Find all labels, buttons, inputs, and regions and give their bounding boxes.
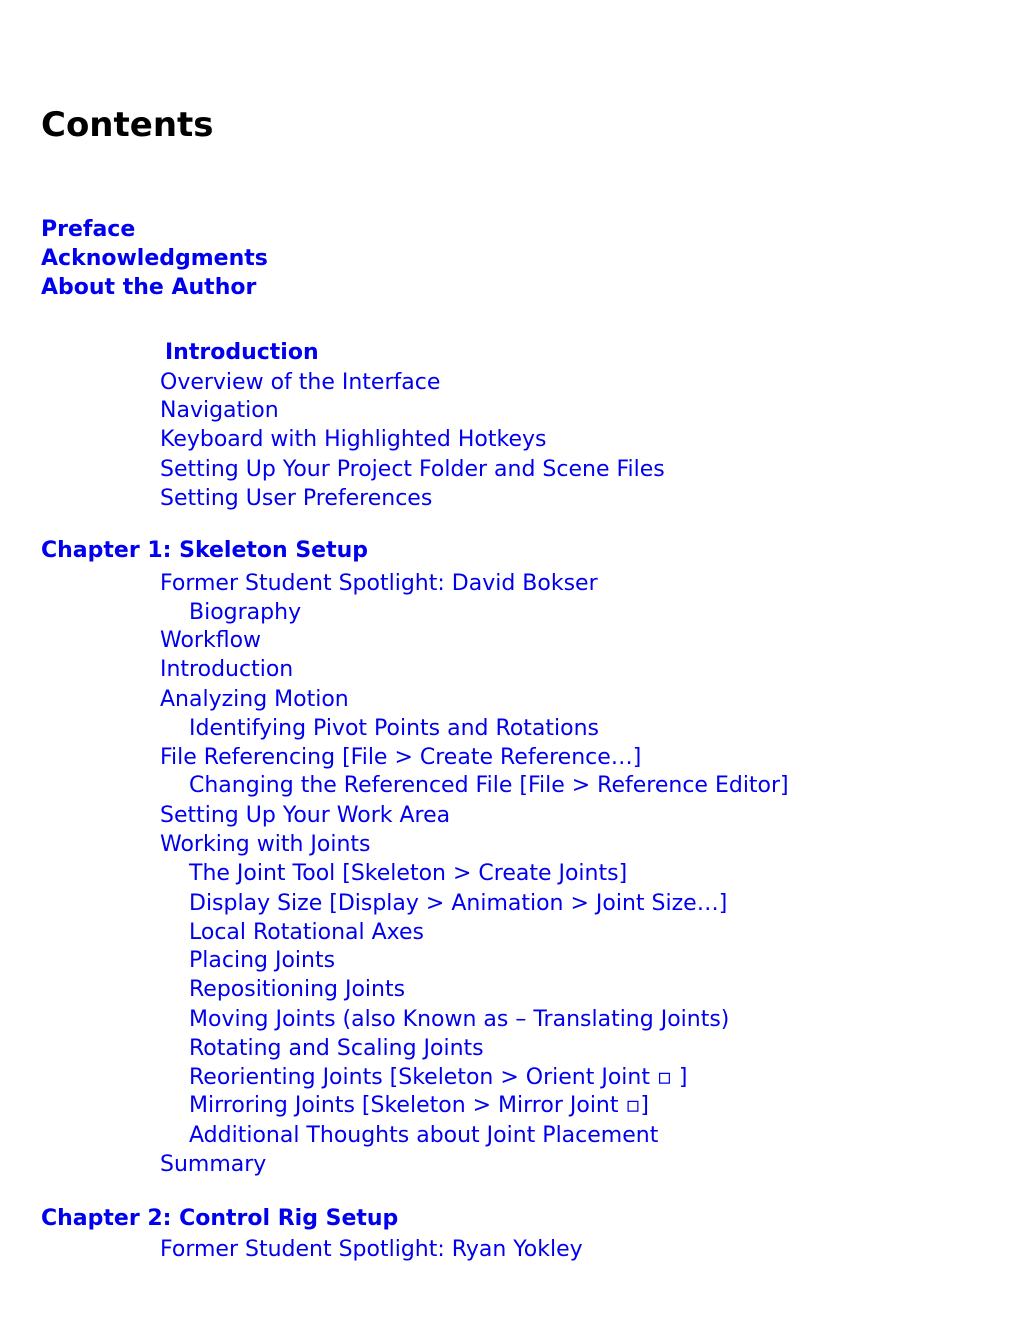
toc-link-joint-placement-thoughts[interactable]: Additional Thoughts about Joint Placement [189, 1123, 659, 1148]
toc-link-acknowledgments[interactable]: Acknowledgments [41, 246, 268, 271]
toc-link-keyboard-hotkeys[interactable]: Keyboard with Highlighted Hotkeys [160, 427, 547, 452]
toc-heading-introduction[interactable]: Introduction [165, 340, 319, 365]
toc-link-changing-referenced-file[interactable]: Changing the Referenced File [File > Reference Editor] [189, 773, 789, 798]
toc-link-moving-joints[interactable]: Moving Joints (also Known as – Translating Joints) [189, 1007, 730, 1032]
toc-link-mirroring-joints[interactable]: Mirroring Joints [Skeleton > Mirror Joint ▫] [189, 1093, 649, 1118]
toc-link-local-rotational-axes[interactable]: Local Rotational Axes [189, 920, 424, 945]
toc-link-biography[interactable]: Biography [189, 600, 302, 625]
toc-link-ch1-introduction[interactable]: Introduction [160, 657, 294, 682]
toc-link-user-preferences[interactable]: Setting User Preferences [160, 486, 433, 511]
toc-link-workflow[interactable]: Workflow [160, 628, 262, 653]
toc-link-summary[interactable]: Summary [160, 1152, 267, 1177]
toc-link-reorienting-joints[interactable]: Reorienting Joints [Skeleton > Orient Joint ▫ ] [189, 1065, 688, 1090]
toc-link-work-area[interactable]: Setting Up Your Work Area [160, 803, 451, 828]
page-title: Contents [41, 105, 214, 145]
toc-link-spotlight-david-bokser[interactable]: Former Student Spotlight: David Bokser [160, 571, 598, 596]
toc-link-placing-joints[interactable]: Placing Joints [189, 948, 336, 973]
toc-link-joint-tool[interactable]: The Joint Tool [Skeleton > Create Joints] [189, 861, 628, 886]
toc-link-overview-of-the-interface[interactable]: Overview of the Interface [160, 370, 441, 395]
toc-heading-chapter-1[interactable]: Chapter 1: Skeleton Setup [41, 538, 369, 563]
toc-link-rotating-scaling-joints[interactable]: Rotating and Scaling Joints [189, 1036, 484, 1061]
toc-link-project-folder[interactable]: Setting Up Your Project Folder and Scene Files [160, 457, 665, 482]
toc-link-pivot-points[interactable]: Identifying Pivot Points and Rotations [189, 716, 599, 741]
toc-heading-chapter-2[interactable]: Chapter 2: Control Rig Setup [41, 1206, 399, 1231]
toc-link-preface[interactable]: Preface [41, 217, 136, 242]
toc-link-working-with-joints[interactable]: Working with Joints [160, 832, 371, 857]
toc-link-spotlight-ryan-yokley[interactable]: Former Student Spotlight: Ryan Yokley [160, 1237, 583, 1262]
toc-link-repositioning-joints[interactable]: Repositioning Joints [189, 977, 406, 1002]
toc-link-navigation[interactable]: Navigation [160, 398, 279, 423]
toc-link-file-referencing[interactable]: File Referencing [File > Create Reference…] [160, 745, 642, 770]
toc-link-display-size[interactable]: Display Size [Display > Animation > Joint Size…] [189, 891, 728, 916]
toc-link-analyzing-motion[interactable]: Analyzing Motion [160, 687, 349, 712]
toc-link-about-the-author[interactable]: About the Author [41, 275, 257, 300]
